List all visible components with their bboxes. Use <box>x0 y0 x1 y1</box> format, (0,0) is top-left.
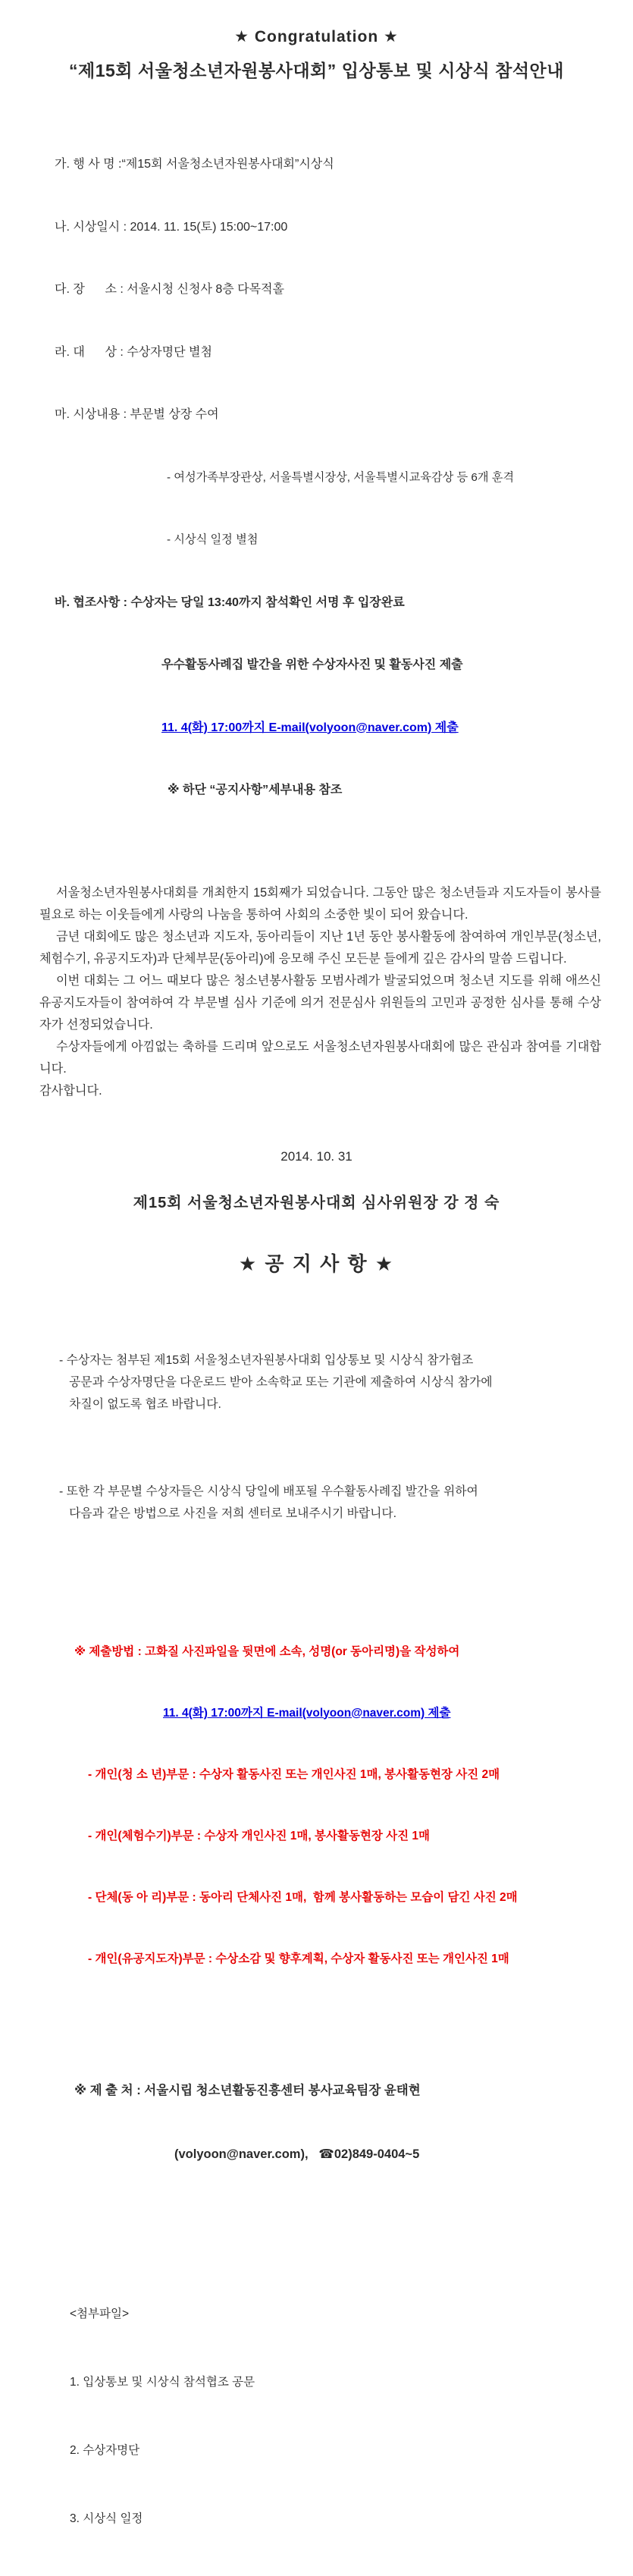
coop-link-line <box>161 718 633 739</box>
body-paragraphs <box>0 882 633 1102</box>
info-line-place: 다. 장 소 : 서울시청 신청사 8층 다목적홀 <box>55 283 284 296</box>
notice-item-1: - 수상자는 첨부된 제15회 서울청소년자원봉사대회 입상통보 및 시상식 참가협조 공문과 수상자명단을 다운로드 받아 소속학교 또는 기관에 제출하여 시상식 참가에 차질이 없도록 협조 바랍니다. <box>59 1353 493 1411</box>
doc-date: 2014. 10. 31 <box>280 1148 353 1164</box>
coop-line-2: 우수활동사례집 발간을 위한 수상자사진 및 활동사진 제출 <box>161 658 463 671</box>
attachment-item-3: 3. 시상식 일정 <box>70 2512 143 2525</box>
signature-line: 제15회 서울청소년자원봉사대회 심사위원장 강 정 숙 <box>133 1194 500 1211</box>
submission-link-line <box>163 1703 633 1723</box>
info-subline-schedule: - 시상식 일정 별첨 <box>167 533 259 546</box>
paragraph-thanks: 감사합니다. <box>39 1083 102 1098</box>
notice-item-2: - 또한 각 부문별 수상자들은 시상식 당일에 배포될 우수활동사례집 발간을 위하여 다음과 같은 방법으로 사진을 저희 센터로 보내주시기 바랍니다. <box>59 1484 478 1520</box>
notice-heading: ★ 공 지 사 항 ★ <box>238 1252 395 1275</box>
attachment-item-2: 2. 수상자명단 <box>70 2443 140 2457</box>
info-line-award-detail: 마. 시상내용 : 부문별 상장 수여 <box>55 408 219 421</box>
submission-item-essay: - 개인(체험수기)부문 : 수상자 개인사진 1매, 봉사활동현장 사진 1매 <box>88 1829 430 1842</box>
submission-method-label: ※ 제출방법 : 고화질 사진파일을 뒷면에 소속, 성명(or 동아리명)을 작성하여 <box>74 1645 460 1658</box>
submission-method-section <box>0 1601 633 2010</box>
submission-item-leader: - 개인(유공지도자)부문 : 수상소감 및 향후계획, 수상자 활동사진 또는 개인사진 1매 <box>88 1952 509 1965</box>
paragraph-4: 수상자들에게 아낌없는 축하를 드리며 앞으로도 서울청소년자원봉사대회에 많은 관심과 참여를 기대합니다. <box>39 1039 601 1076</box>
coop-line-1: 바. 협조사항 : 수상자는 당일 13:40까지 참석확인 서명 후 입장완료 <box>55 595 405 609</box>
submission-email-link[interactable]: 11. 4(화) 17:00까지 E-mail(volyoon@naver.com) 제출 <box>163 1706 451 1720</box>
submission-contact <box>0 2037 633 2207</box>
submission-item-youth: - 개인(청 소 년)부문 : 수상자 활동사진 또는 개인사진 1매, 봉사활동현장 사진 2매 <box>88 1767 500 1781</box>
info-line-target: 라. 대 상 : 수상자명단 별첨 <box>55 345 212 359</box>
submission-item-club: - 단체(동 아 리)부문 : 동아리 단체사진 1매, 함께 봉사활동하는 모습이 담긴 사진 2매 <box>88 1890 518 1904</box>
info-line-event-name: 가. 행 사 명 :“제15회 서울청소년자원봉사대회”시상식 <box>55 158 334 171</box>
doc-title: “제15회 서울청소년자원봉사대회” 입상통보 및 시상식 참석안내 <box>69 61 564 80</box>
contact-line-1: ※ 제 출 처 : 서울시립 청소년활동진흥센터 봉사교육팀장 윤태현 <box>74 2083 421 2097</box>
document-page <box>0 27 633 2525</box>
attachment-item-1: 1. 입상통보 및 시상식 참석협조 공문 <box>70 2375 255 2389</box>
email-submit-link[interactable]: 11. 4(화) 17:00까지 E-mail(volyoon@naver.com) 제출 <box>161 721 459 734</box>
event-info-list <box>0 112 633 843</box>
paragraph-3: 이번 대회는 그 어느 때보다 많은 청소년봉사활동 모범사례가 발굴되었으며 청소년 지도를 위해 애쓰신 유공지도자들이 참여하여 각 부문별 심사 기준에 의거 전문심사 위원들의 고민과 공정한 심사를 통해 수상자가 선정되었습니다. <box>39 973 601 1032</box>
info-line-datetime: 나. 시상일시 : 2014. 11. 15(토) 15:00~17:00 <box>55 220 288 234</box>
coop-note: ※ 하단 “공지사항”세부내용 참조 <box>168 784 343 796</box>
congrats-line: ★ Congratulation ★ <box>234 28 399 46</box>
attachments-section <box>0 2257 633 2576</box>
notice-section <box>0 1305 633 1569</box>
paragraph-1: 서울청소년자원봉사대회를 개최한지 15회째가 되었습니다. 그동안 많은 청소년들과 지도자들이 봉사를 필요로 하는 이웃들에게 사랑의 나눔을 통하여 사회의 소중한 빛이 되어 왔습니다. <box>39 885 601 922</box>
attachments-title: <첨부파일> <box>70 2307 129 2320</box>
contact-line-2: (volyoon@naver.com), ☎02)849-0404~5 <box>174 2147 420 2161</box>
info-subline-award-types: - 여성가족부장관상, 서울특별시장상, 서울특별시교육감상 등 6개 훈격 <box>167 470 515 484</box>
paragraph-2: 금년 대회에도 많은 청소년과 지도자, 동아리들이 지난 1년 동안 봉사활동에 참여하여 개인부문(청소년, 체험수기, 유공지도자)과 단체부문(동아리)에 응모해 주신 모든분 들에게 깊은 감사의 말씀 드립니다. <box>39 929 601 966</box>
